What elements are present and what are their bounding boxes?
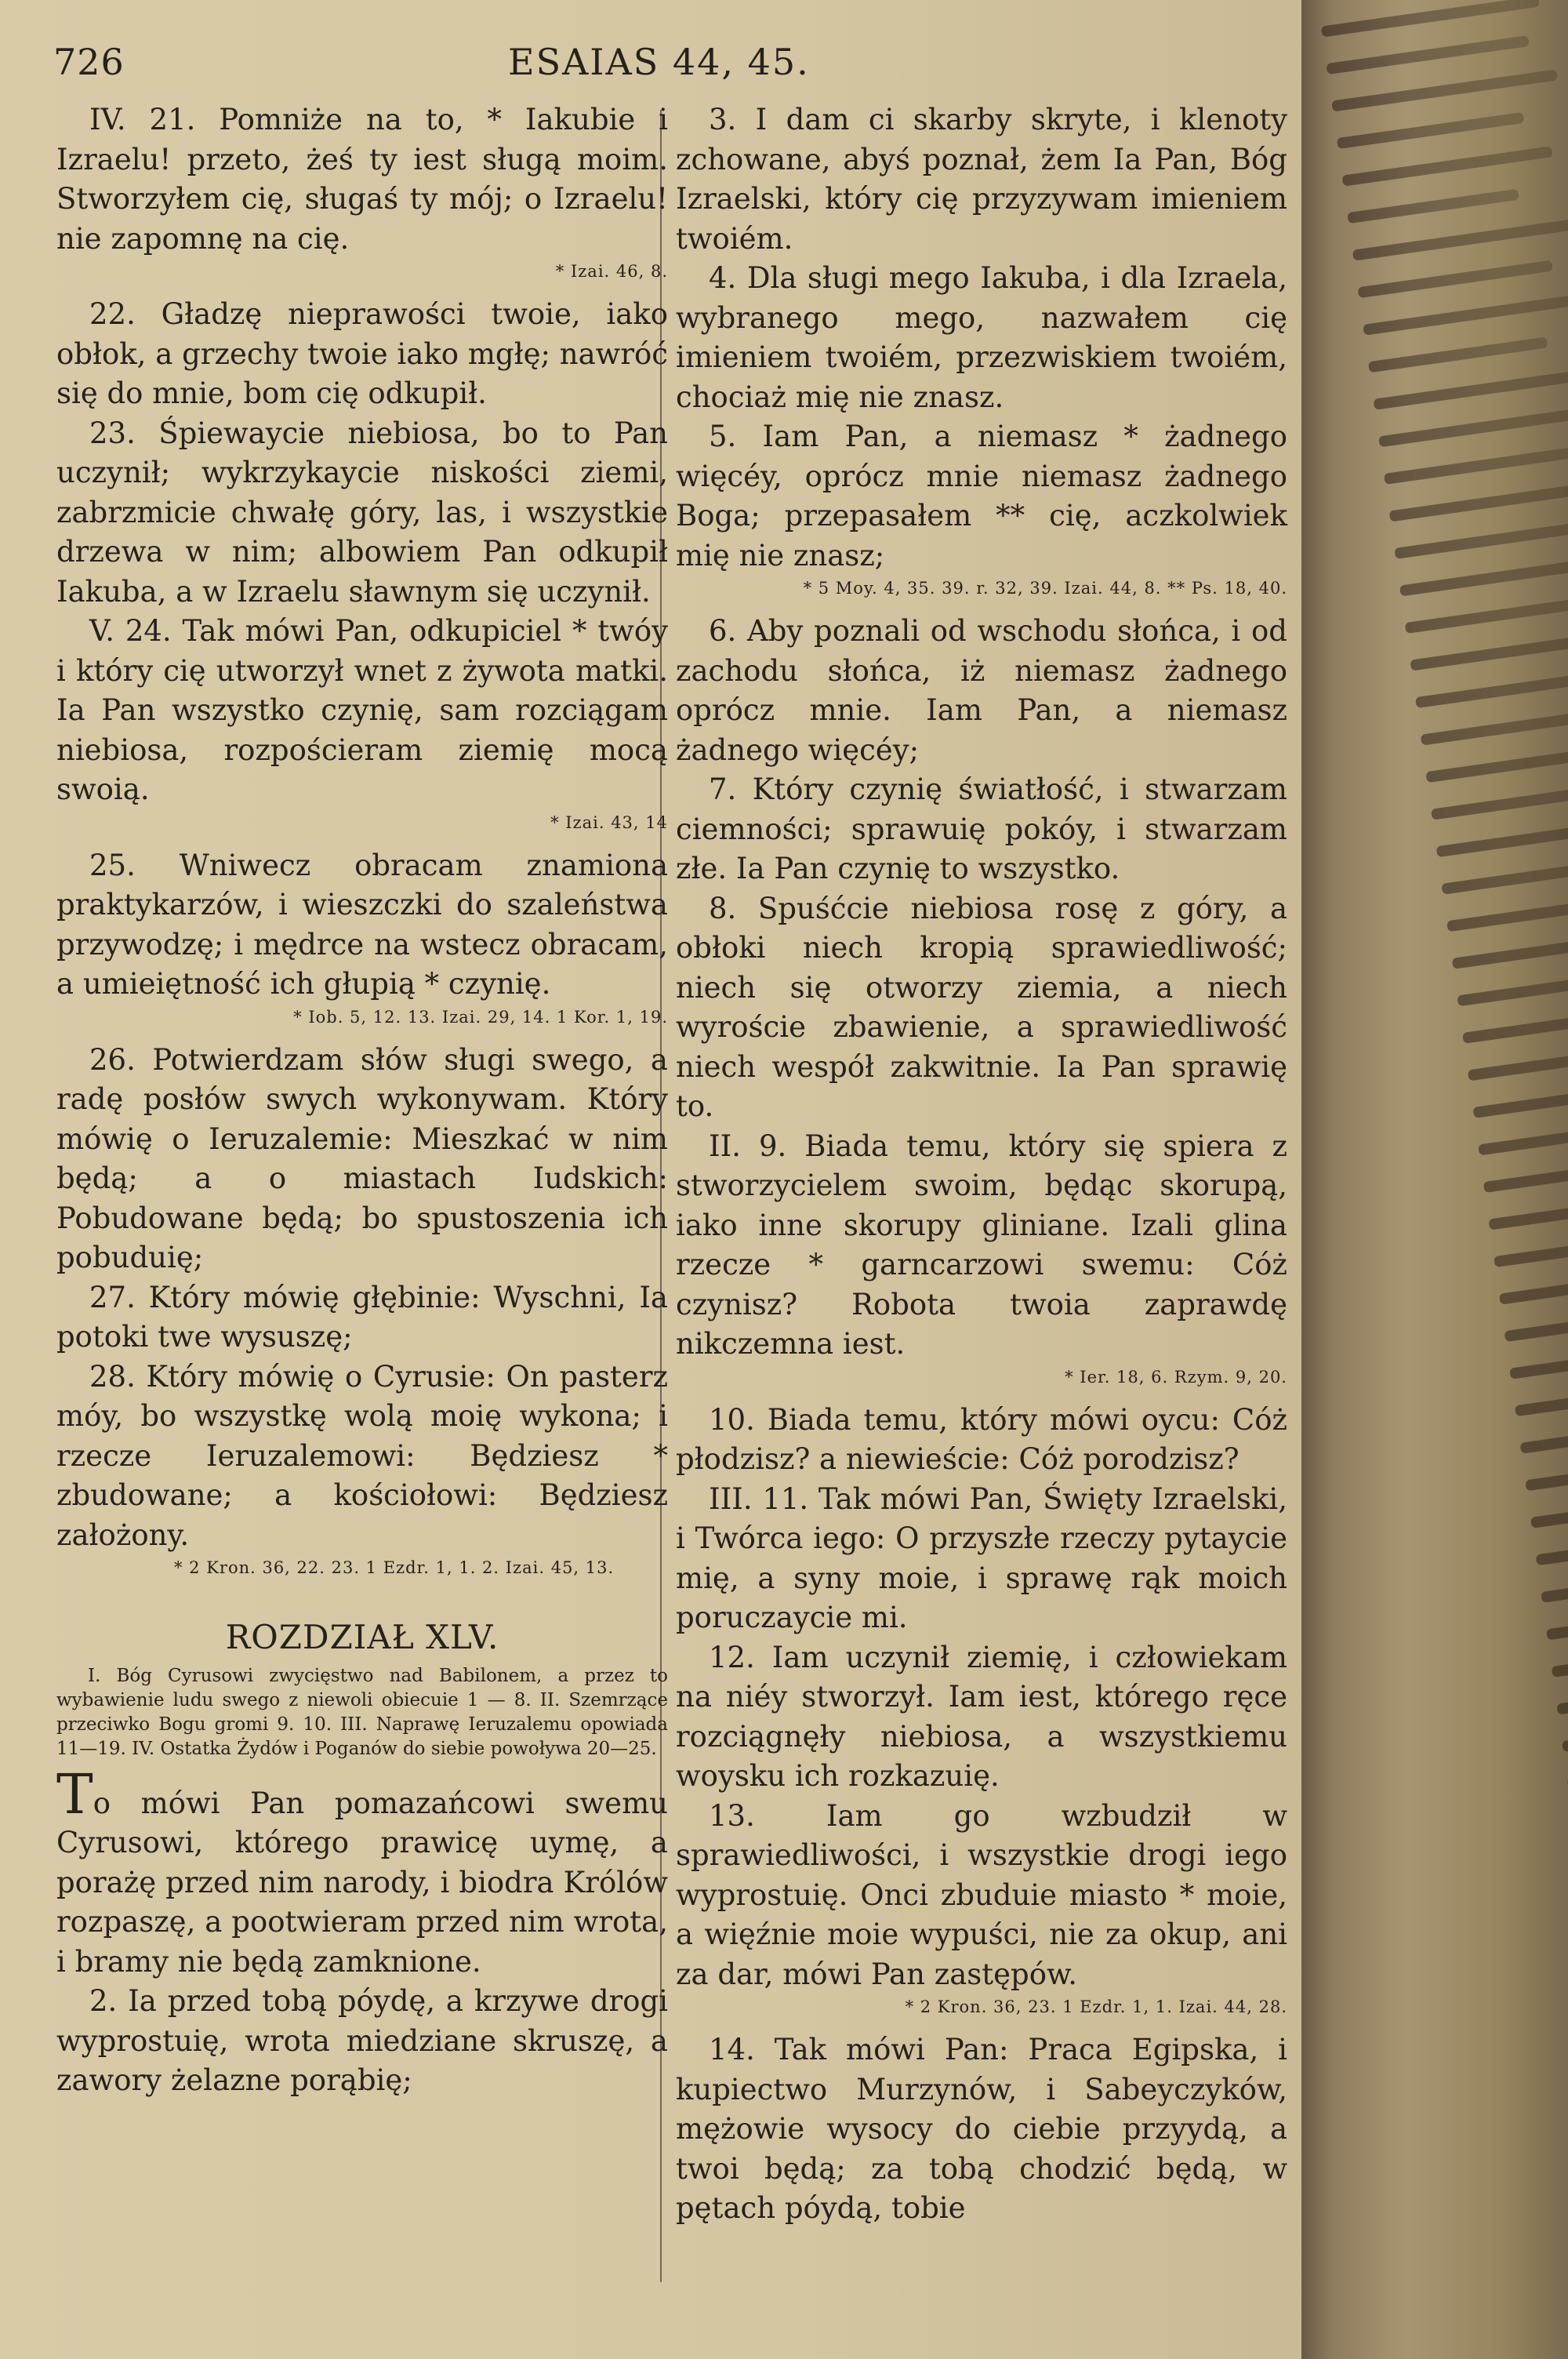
- verse-44-25: 25. Wniwecz obracam znamiona praktykarzów, i wieszczki do szaleństwa przywodzę; i mędrce na wstecz obracam, a umieiętność ich głupią * czynię.: [56, 848, 668, 1001]
- verse-45-4: 4. Dla sługi mego Iakuba, i dla Izraela, wybranego mego, nazwałem cię imieniem twoiém, przezwiskiem twoiém, chociaż mię nie znasz.: [676, 261, 1287, 414]
- verse-44-28: 28. Który mówię o Cyrusie: On pasterz móy, bo wszystkę wolą moię wykona; i rzecze Ieruzalemowi: Będziesz * zbudowane; a kościołowi: Będziesz założony.: [56, 1359, 668, 1552]
- verse-45-8: 8. Spuśćcie niebiosa rosę z góry, a obłoki niech kropią sprawiedliwość; niech się otworzy ziemia, a niech wyroście zbawienie, a sprawiedliwość niech wespół zakwitnie. Ia Pan sprawię to.: [676, 891, 1287, 1123]
- footnote-44-21: * Izai. 46, 8.: [555, 262, 668, 281]
- footnote-45-5: * 5 Moy. 4, 35. 39. r. 32, 39. Izai. 44, 8. ** Ps. 18, 40.: [803, 579, 1287, 598]
- verse-44-24: V. 24. Tak mówi Pan, odkupiciel * twóy i który cię utworzył wnet z żywota matki. Ia Pan wszystko czynię, sam rozciągam niebiosa, rozpościeram ziemię mocą swoią.: [56, 614, 668, 806]
- bleed-through-text: [1317, 0, 1568, 1790]
- footnote-44-28: * 2 Kron. 36, 22. 23. 1 Ezdr. 1, 1. 2. Izai. 45, 13.: [174, 1558, 615, 1577]
- verse-45-2: 2. Ia przed tobą póydę, a krzywe drogi wyprostuię, wrota miedziane skruszę, a zawory żelazne porąbię;: [56, 1984, 668, 2097]
- page-header: [53, 41, 837, 96]
- page-number: 726: [53, 41, 125, 83]
- footnote-45-13: * 2 Kron. 36, 23. 1 Ezdr. 1, 1. Izai. 44, 28.: [905, 1997, 1287, 2016]
- verse-44-27: 27. Który mówię głębinie: Wyschni, Ia potoki twe wysuszę;: [56, 1280, 668, 1354]
- verse-45-3: 3. I dam ci skarby skryte, i klenoty zchowane, abyś poznał, żem Ia Pan, Bóg Izraelski, który cię przyzywam imieniem twoiém.: [676, 103, 1287, 256]
- verse-45-9: II. 9. Biada temu, który się spiera z stworzycielem swoim, będąc skorupą, iako inne skorupy gliniane. Izali glina rzecze * garncarzowi swemu: Cóż czynisz? Robota twoia zaprawdę nikczemna iest.: [676, 1129, 1287, 1361]
- verse-45-13: 13. Iam go wzbudził w sprawiedliwości, i wszystkie drogi iego wyprostuię. Onci zbuduie miasto * moie, a więźnie moie wypuści, nie za okup, ani za dar, mówi Pan zastępów.: [676, 1798, 1287, 1991]
- verse-45-7: 7. Który czynię światłość, i stwarzam ciemności; sprawuię pokóy, i stwarzam złe. Ia Pan czynię to wszystko.: [676, 772, 1287, 885]
- verse-45-10: 10. Biada temu, który mówi oycu: Cóż płodzisz? a niewieście: Cóż porodzisz?: [676, 1402, 1287, 1476]
- left-column: [56, 100, 668, 2101]
- footnote-44-24: * Izai. 43, 14: [550, 812, 668, 832]
- footnote-44-25: * Iob. 5, 12. 13. Izai. 29, 14. 1 Kor. 1, 19.: [293, 1007, 668, 1027]
- chapter-summary: I. Bóg Cyrusowi zwycięstwo nad Babilonem, a przez to wybawienie ludu swego z niewoli obiecuie 1 — 8. II. Szemrzące przeciwko Bogu gromi 9. 10. III. Naprawę Ieruzalemu opowiada 11—19. IV. Ostatka Żydów i Poganów do siebie powoływa 20—25.: [56, 1665, 668, 1759]
- running-head: ESAIAS 44, 45.: [508, 41, 810, 83]
- verse-45-14: 14. Tak mówi Pan: Praca Egipska, i kupiectwo Murzynów, i Sabeyczyków, mężowie wysocy do ciebie przyydą, a twoi będą; za tobą chodzić będą, w pętach póydą, tobie: [676, 2033, 1287, 2225]
- verse-44-26: 26. Potwierdzam słów sługi swego, a radę posłów swych wykonywam. Który mówię o Ieruzalemie: Mieszkać w nim będą; a o miastach Iudskich: Pobudowane będą; bo spustoszenia ich pobuduię;: [56, 1042, 668, 1274]
- verse-44-22: 22. Gładzę nieprawości twoie, iako obłok, a grzechy twoie iako mgłę; nawróć się do mnie, bom cię odkupił.: [56, 297, 668, 410]
- verse-45-1: [56, 1761, 668, 1983]
- verse-45-5: 5. Iam Pan, a niemasz * żadnego więcéy, oprócz mnie niemasz żadnego Boga; przepasałem ** cię, aczkolwiek mię nie znasz;: [676, 420, 1287, 572]
- chapter-title: ROZDZIAŁ XLV.: [225, 1618, 499, 1656]
- verse-45-11: III. 11. Tak mówi Pan, Święty Izraelski, i Twórca iego: O przyszłe rzeczy pytaycie mię, a syny moie, i sprawę rąk moich poruczaycie mi.: [676, 1481, 1287, 1634]
- verse-45-6: 6. Aby poznali od wschodu słońca, i od zachodu słońca, iż niemasz żadnego oprócz mnie. Iam Pan, a niemasz żadnego więcéy;: [676, 614, 1287, 767]
- verse-45-12: 12. Iam uczynił ziemię, i człowiekam na niéy stworzył. Iam iest, którego ręce rozciągnęły niebiosa, a wszystkiemu woysku ich rozkazuię.: [676, 1640, 1287, 1793]
- drop-cap: T: [56, 1761, 93, 1826]
- verse-44-23: 23. Śpiewaycie niebiosa, bo to Pan uczynił; wykrzykaycie niskości ziemi, zabrzmicie chwałę góry, las, i wszystkie drzewa w nim; albowiem Pan odkupił Iakuba, a w Izraelu sławnym się uczynił.: [56, 416, 668, 609]
- verse-44-21: IV. 21. Pomniże na to, * Iakubie i Izraelu! przeto, żeś ty iest sługą moim. Stworzyłem cię, sługaś ty mój; o Izraelu! nie zapomnę na cię.: [56, 103, 668, 256]
- footnote-45-9: * Ier. 18, 6. Rzym. 9, 20.: [1065, 1367, 1287, 1387]
- right-column: [676, 100, 1287, 2229]
- verse-45-1-text: o mówi Pan pomazańcowi swemu Cyrusowi, którego prawicę uymę, a porażę przed nim narody, i biodra Królów rozpaszę, a pootwieram przed nim wrota, i bramy nie będą zamknione.: [56, 1786, 668, 1979]
- facing-page-edge: [1301, 0, 1568, 2359]
